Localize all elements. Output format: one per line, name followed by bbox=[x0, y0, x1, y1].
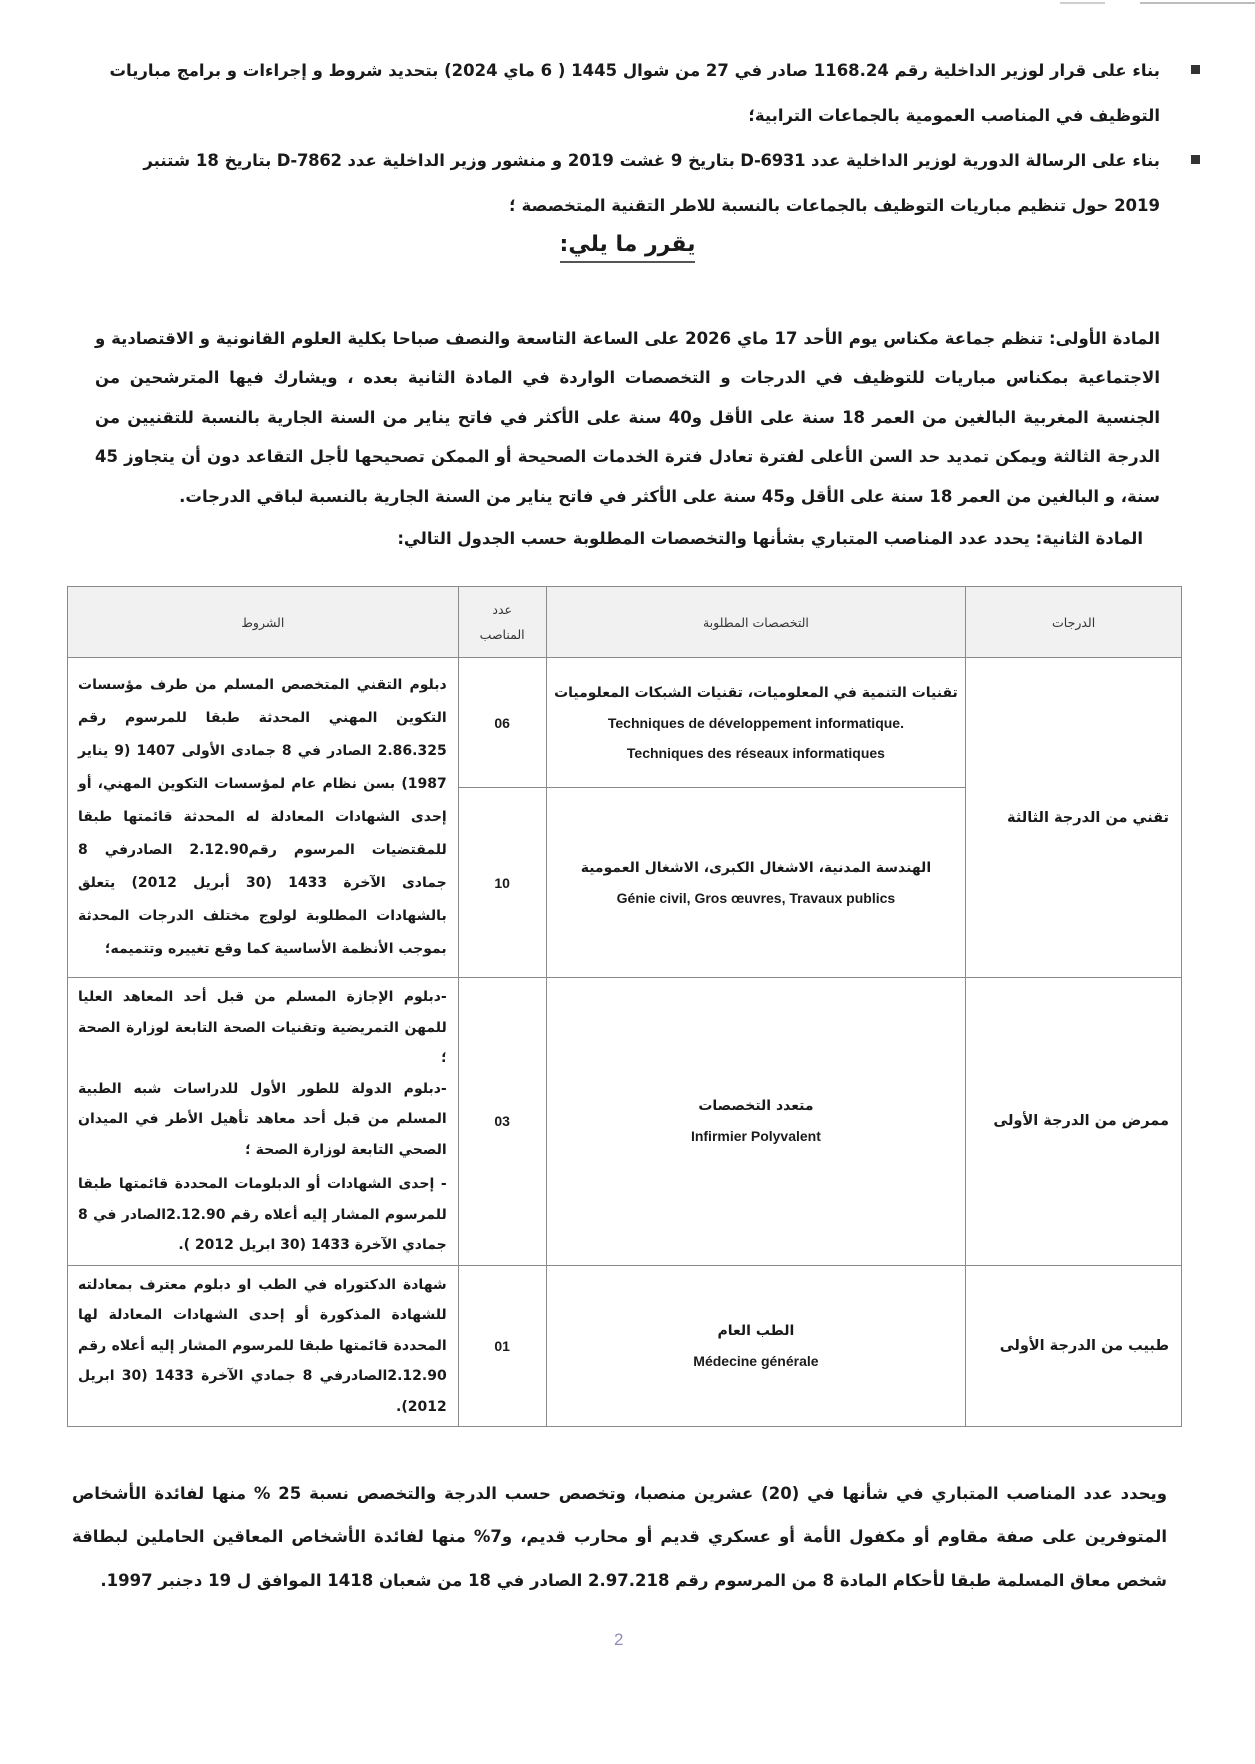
table-header-row bbox=[68, 587, 1182, 658]
table-row bbox=[68, 978, 1182, 1266]
conditions-item: -دبلوم الإجازة المسلم من قبل أحد المعاهد العليا للمهن التمريضية وتقنيات الصحة التابعة لوزارة الصحة ؛ bbox=[78, 989, 447, 1066]
specialty-ar: الهندسة المدنية، الاشغال الكبرى، الاشغال العمومية bbox=[580, 859, 932, 876]
specialty-ar: تقنيات التنمية في المعلوميات، تقنيات الشبكات المعلوميات bbox=[554, 684, 958, 701]
header-count-line2: المناصب bbox=[479, 627, 525, 642]
conditions-cell bbox=[68, 978, 459, 1266]
article-2 bbox=[103, 524, 1143, 554]
square-bullet-icon bbox=[1191, 65, 1200, 74]
specialty-cell bbox=[546, 1265, 966, 1427]
scan-edge-line bbox=[1140, 2, 1255, 4]
specialty-fr: Infirmier Polyvalent bbox=[690, 1128, 821, 1145]
count-cell: 03 bbox=[458, 978, 546, 1266]
table-row bbox=[68, 658, 1182, 788]
article-2-label: المادة الثانية: bbox=[1035, 528, 1143, 548]
specialty-cell bbox=[546, 978, 966, 1266]
decree-heading-text: يقرر ما يلي: bbox=[560, 232, 696, 263]
grade-cell: ممرض من الدرجة الأولى bbox=[966, 978, 1182, 1266]
header-count-line1: عدد bbox=[492, 602, 512, 617]
header-specialties: التخصصات المطلوبة bbox=[546, 587, 966, 658]
scan-edge-line bbox=[1060, 2, 1105, 4]
article-1 bbox=[95, 319, 1160, 517]
decree-heading bbox=[0, 232, 1255, 257]
conditions-text: دبلوم التقني المتخصص المسلم من طرف مؤسسات التكوين المهني المحدثة طبقا للمرسوم رقم 2.86.325 الصادر في 8 جمادى الأولى 1407 (9 يناير 1987) بسن نظام عام لمؤسسات التكوين المهني، أو إحدى الشهادات المعادلة له المحدثة قائمتها طبقا للمقتضيات المرسوم رقم2.12.90 الصادرفي 8 جمادى الآخرة 1433 (30 أبريل 2012) يتعلق بالشهادات المطلوبة لولوج مختلف الدرجات المحدثة بموجب الأنظمة الأساسية كما وقع تغييره وتتميمه؛ bbox=[78, 677, 447, 957]
specialty-cell bbox=[546, 658, 966, 788]
closing-paragraph: ويحدد عدد المناصب المتباري في شأنها في (20) عشرين منصبا، وتخصص حسب الدرجة والتخصص نسبة 25 % منها لفائدة الأشخاص المتوفرين على صفة مقاوم أو مكفول الأمة أو عسكري قديم أو محارب قديم، و7% منها لفائدة الأشخاص المعاقين الحاملين لبطاقة شخص معاق المسلمة طبقا لأحكام المادة 8 من المرسوم رقم 2.97.218 الصادر في 18 من شعبان 1418 الموافق ل 19 دجنبر 1997. bbox=[72, 1483, 1167, 1590]
count-cell: 06 bbox=[458, 658, 546, 788]
header-conditions: الشروط bbox=[68, 587, 459, 658]
grade-cell: تقني من الدرجة الثالثة bbox=[966, 658, 1182, 978]
square-bullet-icon bbox=[1191, 155, 1200, 164]
article-1-text: تنظم جماعة مكناس يوم الأحد 17 ماي 2026 على الساعة التاسعة والنصف صباحا بكلية العلوم القانونية و الاقتصادية و الاجتماعية بمكناس مباريات للتوظيف في الدرجات و التخصصات الواردة في المادة الثانية بعده ، ويشارك فيها المترشحين من الجنسية المغربية البالغين من العمر 18 سنة على الأقل و40 سنة على الأكثر في فاتح يناير من السنة الجارية بالنسبة للتقنيين من الدرجة الثالثة ويمكن تمديد حد السن الأعلى لفترة تعادل فترة الخدمات الصحيحة أو الممكن تصحيحها لأجل التقاعد دون أن يتجاوز 45 سنة، و البالغين من العمر 18 سنة على الأقل و45 سنة على الأكثر في فاتح يناير من السنة الجارية بالنسبة لباقي الدرجات. bbox=[95, 328, 1161, 506]
article-1-label: المادة الأولى: bbox=[1048, 328, 1160, 348]
header-grade: الدرجات bbox=[966, 587, 1182, 658]
conditions-text: شهادة الدكتوراه في الطب او دبلوم معترف بمعادلته للشهادة المذكورة أو إحدى الشهادات المعادلة لها المحددة قائمتها طبقا للمرسوم المشار إليه أعلاه رقم 2.12.90الصادرفي 8 جمادي الآخرة 1433 (30 ابريل 2012). bbox=[78, 1276, 447, 1415]
specialty-fr: Techniques de développement informatique. bbox=[607, 714, 904, 731]
grade-cell: طبيب من الدرجة الأولى bbox=[966, 1265, 1182, 1427]
preamble-item bbox=[105, 138, 1160, 228]
specialty-ar: متعدد التخصصات bbox=[698, 1098, 814, 1115]
preamble-item-text: بناء على قرار لوزير الداخلية رقم 1168.24 صادر في 27 من شوال 1445 ( 6 ماي 2024) بتحديد شروط و إجراءات و برامج مباريات التوظيف في المناصب العمومية بالجماعات الترابية؛ bbox=[109, 61, 1160, 125]
specialty-cell bbox=[546, 788, 966, 978]
positions-table bbox=[67, 586, 1182, 1427]
preamble-list bbox=[0, 48, 1255, 228]
preamble-item-text: بناء على الرسالة الدورية لوزير الداخلية عدد D-6931 بتاريخ 9 غشت 2019 و منشور وزير الداخلية عدد D-7862 بتاريخ 18 شتنبر 2019 حول تنظيم مباريات التوظيف بالجماعات بالنسبة للاطر التقنية المتخصصة ؛ bbox=[143, 151, 1160, 215]
article-2-text: يحدد عدد المناصب المتباري بشأنها والتخصصات المطلوبة حسب الجدول التالي: bbox=[397, 528, 1036, 548]
page-number: 2 bbox=[614, 1630, 624, 1649]
conditions-cell bbox=[68, 658, 459, 978]
table-row bbox=[68, 1265, 1182, 1427]
header-count bbox=[458, 587, 546, 658]
specialty-fr: Génie civil, Gros œuvres, Travaux publics bbox=[616, 889, 896, 906]
conditions-item: - إحدى الشهادات أو الدبلومات المحددة قائمتها طبقا للمرسوم المشار إليه أعلاه رقم 2.12.90الصادر في 8 جمادي الآخرة 1433 (30 ابريل 2012 ). bbox=[78, 1176, 447, 1253]
count-cell: 01 bbox=[458, 1265, 546, 1427]
conditions-cell bbox=[68, 1265, 459, 1427]
preamble-item bbox=[105, 48, 1160, 138]
count-cell: 10 bbox=[458, 788, 546, 978]
specialty-fr: Techniques des réseaux informatiques bbox=[626, 744, 885, 761]
specialty-ar: الطب العام bbox=[717, 1322, 795, 1339]
conditions-item: -دبلوم الدولة للطور الأول للدراسات شبه الطبية المسلم من قبل أحد معاهد تأهيل الأطر في الميدان الصحي التابعة لوزارة الصحة ؛ bbox=[78, 1080, 447, 1158]
specialty-fr: Médecine générale bbox=[693, 1352, 819, 1369]
